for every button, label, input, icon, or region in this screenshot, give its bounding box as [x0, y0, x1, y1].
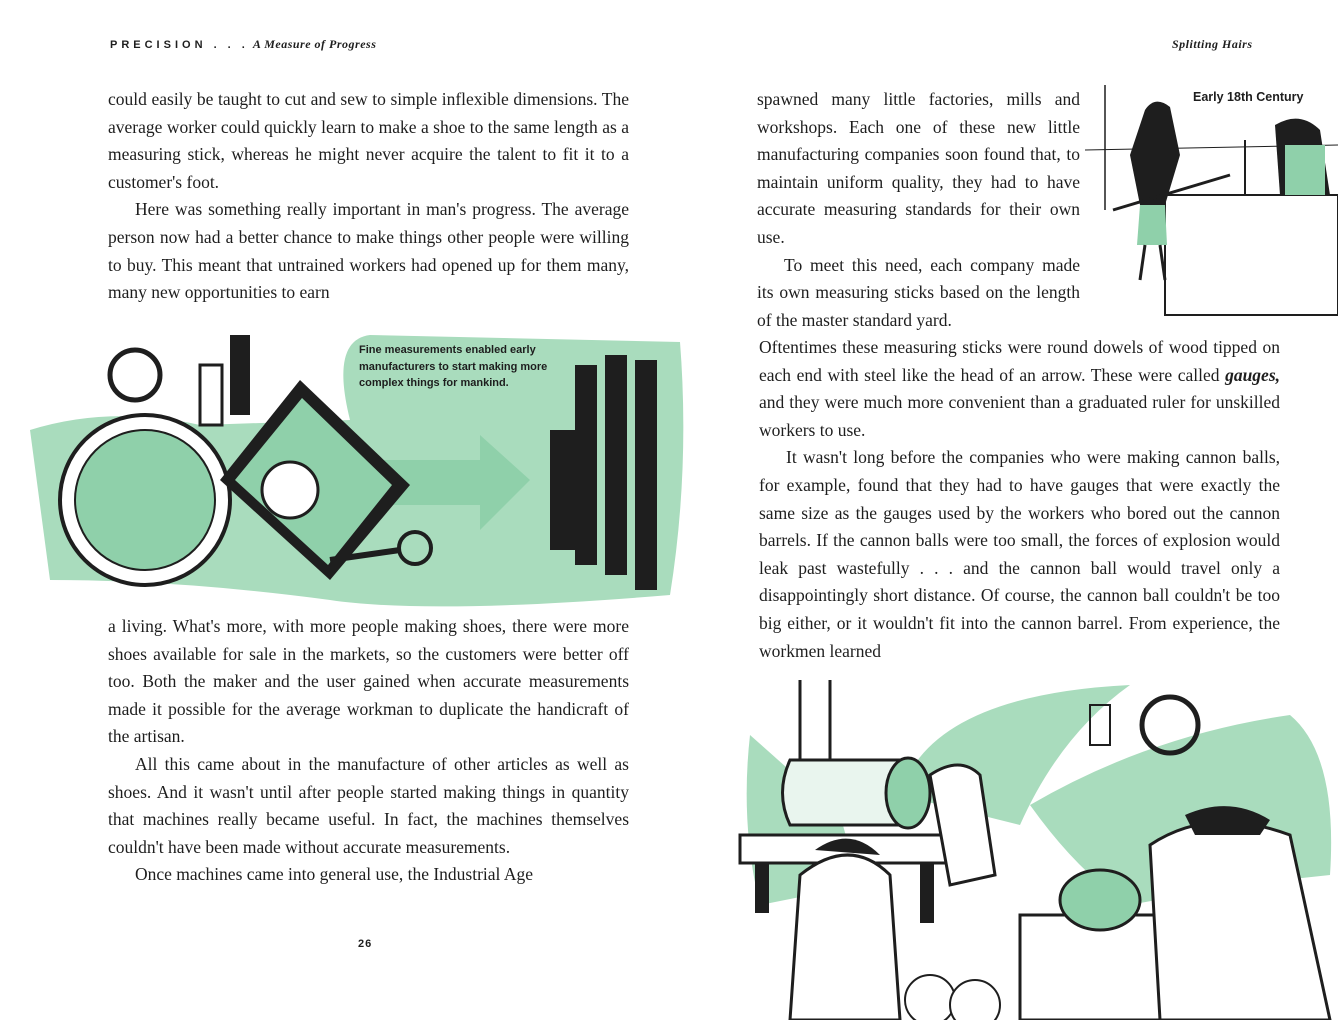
cannon-illustration: [730, 675, 1338, 1020]
paragraph: To meet this need, each company made its own measuring sticks based on the length of the master standard yard.: [757, 254, 1080, 330]
illustration-caption: Early 18th Century: [1193, 90, 1304, 104]
18th-century-illustration: [1085, 85, 1338, 320]
paragraph: could easily be taught to cut and sew to simple inflexible dimensions. The average worker could quickly learn to make a shoe to the same length as a measuring stick, whereas he might never acquire the talent to fit it to a customer's foot.: [108, 89, 629, 192]
text-span: and they were much more convenient than a graduated ruler for unskilled workers to use.: [759, 392, 1280, 440]
header-italic: Splitting Hairs: [1172, 37, 1253, 51]
paragraph: All this came about in the manufacture of other articles as well as shoes. And it wasn't until after people started making things in quantity that machines really became useful. In fact, the machines themselves couldn't have been made without accurate measurements.: [108, 753, 629, 857]
header-caps: PRECISION . . .: [110, 39, 249, 51]
right-text-narrow: [757, 86, 1080, 334]
illustration-caption: Fine measurements enabled early manufacturers to start making more complex things for mankind.: [359, 344, 548, 389]
paragraph: [759, 334, 1280, 444]
emphasis: gauges,: [1225, 364, 1280, 385]
paragraph: spawned many little factories, mills and workshops. Each one of these new little manufacturing companies soon found that, to maintain uniform quality, they had to have accurate measuring standards for their own use.: [757, 89, 1080, 247]
page-number: 26: [358, 938, 373, 950]
header-italic: A Measure of Progress: [252, 37, 377, 51]
text-span: Oftentimes these measuring sticks were round dowels of wood tipped on each end with steel like the head of an arrow. These were called: [759, 337, 1280, 385]
right-running-header: [1172, 37, 1253, 52]
left-running-header: [110, 37, 376, 52]
paragraph: Here was something really important in man's progress. The average person now had a better chance to make things other people were willing to buy. This meant that untrained workers had opened up for them many, many new opportunities to earn: [108, 199, 629, 303]
paragraph: a living. What's more, with more people making shoes, there were more shoes available for sale in the markets, so the customers were better off too. Both the maker and the user gained when accurate measurements made it possible for the average workman to duplicate the handicraft of the artisan.: [108, 616, 629, 747]
right-text-wide: [759, 334, 1280, 665]
paragraph: It wasn't long before the companies who were making cannon balls, for example, found that they had to have gauges that were exactly the same size as the gauges used by the workers who bored out the cannon barrels. If the cannon balls were too small, the forces of explosion would leak past wastefully . . . and the cannon ball would travel only a disappointingly short distance. Of course, the cannon ball couldn't be too big either, or it wouldn't fit into the cannon barrel. From experience, the workmen learned: [759, 447, 1280, 661]
left-text-bottom: [108, 613, 629, 889]
paragraph: Once machines came into general use, the Industrial Age: [135, 864, 533, 885]
left-text-top: [108, 86, 629, 307]
